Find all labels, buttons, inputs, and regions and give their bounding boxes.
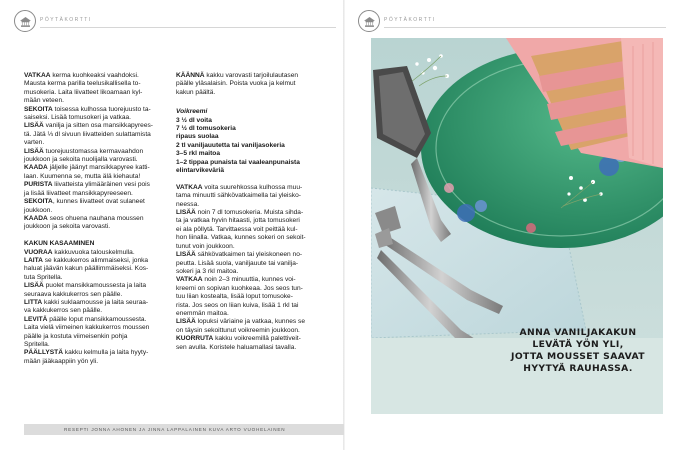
text-line bbox=[24, 265, 168, 273]
caption-line-2: LEVÄTÄ YÖN YLI, bbox=[532, 339, 624, 350]
step-text: päälle loput mansikkamoussesta. bbox=[47, 315, 147, 323]
header-rule bbox=[40, 27, 336, 28]
magazine-logo-icon bbox=[358, 10, 380, 32]
text-line bbox=[24, 299, 168, 307]
flip-instructions bbox=[176, 72, 336, 97]
text-line bbox=[24, 164, 168, 172]
text-line bbox=[24, 139, 168, 147]
text-line bbox=[176, 285, 336, 293]
text-line bbox=[24, 156, 168, 164]
text-line bbox=[24, 324, 168, 332]
text-line bbox=[24, 173, 168, 181]
step-text: hon liinalla. Vatkaa, kunnes sokeri on sekoit- bbox=[176, 234, 306, 242]
caption-line-4: HYYTYÄ RAUHASSA. bbox=[523, 363, 633, 374]
step-text: kakun päältä. bbox=[176, 88, 216, 96]
step-keyword: LISÄÄ bbox=[176, 251, 196, 259]
step-text: kakki suklaamousse ja laita seuraa- bbox=[42, 298, 149, 306]
step-text: vanilja ja sitten osa mansikkapyrees- bbox=[43, 122, 153, 130]
text-line bbox=[176, 217, 336, 225]
text-line bbox=[24, 358, 168, 366]
step-text: mään jääkaappiin yön yli. bbox=[24, 357, 99, 365]
photo-credits: RESEPTI JONNA AHONEN JA JINNA LAPPALAINEN KUVA ARTO VUOHELAINEN bbox=[24, 424, 344, 435]
step-keyword: LEVITÄ bbox=[24, 315, 48, 323]
step-text: seuraava kakkukerros sen päälle. bbox=[24, 290, 123, 298]
text-line bbox=[176, 335, 336, 343]
ingredient-list bbox=[176, 117, 336, 176]
text-line bbox=[24, 80, 168, 88]
step-keyword: VUORAA bbox=[24, 248, 53, 256]
recipe-column-left bbox=[24, 72, 168, 366]
step-text: varten. bbox=[24, 139, 45, 147]
step-keyword: LITTA bbox=[24, 298, 43, 306]
step-text: sähkövatkaimen tai yleiskoneen no- bbox=[195, 251, 303, 259]
text-line bbox=[176, 251, 336, 259]
text-line bbox=[24, 257, 168, 265]
step-text: kakku varovasti tarjoilulautasen bbox=[204, 72, 299, 79]
step-text: laan. Kuumenna se, mutta älä kiehauta! bbox=[24, 172, 141, 180]
text-line bbox=[176, 72, 336, 80]
text-line bbox=[176, 268, 336, 276]
text-line bbox=[24, 131, 168, 139]
recipe-column-middle bbox=[176, 72, 336, 352]
section-label: PÖYTÄKORTTI bbox=[40, 17, 92, 23]
text-line bbox=[176, 318, 336, 326]
step-keyword: KAADA bbox=[24, 164, 48, 172]
step-keyword: LISÄÄ bbox=[24, 282, 44, 290]
text-line bbox=[176, 344, 336, 352]
text-line bbox=[24, 122, 168, 130]
step-text: kerma kuohkeaksi vaahdoksi. bbox=[50, 72, 139, 79]
step-text: toisessa kulhossa tuorejuusto ta- bbox=[52, 105, 151, 113]
text-line bbox=[24, 291, 168, 299]
text-line bbox=[176, 209, 336, 217]
ingredient-item: ripaus suolaa bbox=[176, 133, 219, 141]
ingredient-item: 7 ½ dl tomusokeria bbox=[176, 125, 236, 133]
text-line bbox=[176, 243, 336, 251]
step-text: Spritella. bbox=[24, 340, 50, 348]
ingredient-item: 3 ½ dl voita bbox=[176, 116, 212, 124]
step-text: mään veteen. bbox=[24, 97, 64, 105]
text-line bbox=[24, 349, 168, 357]
text-line bbox=[24, 190, 168, 198]
mousse-instructions bbox=[24, 72, 168, 232]
text-line bbox=[24, 72, 168, 80]
ingredient-item: 1–2 tippaa punaista tai vaaleanpunaista bbox=[176, 158, 300, 166]
step-text: , kunnes liivatteet ovat sulaneet bbox=[52, 198, 145, 206]
caption-line-1: ANNA VANILJAKAKUN bbox=[519, 327, 637, 338]
frosting-instructions bbox=[176, 184, 336, 352]
step-text: kakku voikreemillä palettiveit- bbox=[213, 335, 301, 343]
text-line bbox=[24, 198, 168, 206]
step-keyword: VATKAA bbox=[176, 276, 203, 284]
step-text: se kakkukerros alimmaiseksi, jonka bbox=[42, 256, 149, 264]
text-line bbox=[24, 97, 168, 105]
text-line bbox=[176, 226, 336, 234]
text-line bbox=[24, 282, 168, 290]
step-text: kakkuvuoka talouskelmulla. bbox=[52, 248, 135, 256]
step-text: kreemi on sopivan kuohkeaa. Jos seos tun- bbox=[176, 284, 303, 292]
step-text: Mausta kerma parilla teelusikallisella to- bbox=[24, 80, 141, 88]
step-keyword: SEKOITA bbox=[24, 105, 53, 113]
text-line bbox=[176, 260, 336, 268]
photo-caption bbox=[498, 327, 658, 375]
text-line bbox=[24, 333, 168, 341]
step-keyword: VATKAA bbox=[24, 72, 51, 79]
text-line bbox=[24, 207, 168, 215]
text-line bbox=[24, 249, 168, 257]
step-keyword: KUORRUTA bbox=[176, 335, 214, 343]
section-heading: KAKUN KASAAMINEN bbox=[24, 240, 95, 248]
step-text: tama minuutti sähkövatkaimella tai yleisko- bbox=[176, 192, 301, 200]
step-text: noin 7 dl tomusokeria. Muista sihda- bbox=[195, 209, 304, 217]
text-line bbox=[176, 327, 336, 335]
step-text: kakku kelmulla ja laita hyyty- bbox=[62, 349, 149, 357]
assembly-instructions bbox=[24, 249, 168, 367]
step-text: saiseksi. Lisää tomusokeri ja vatkaa. bbox=[24, 114, 132, 122]
step-text: voita suurehkossa kulhossa muu- bbox=[202, 183, 303, 191]
step-text: peutta. Lisää suola, vaniljauute tai vanilja- bbox=[176, 259, 299, 267]
ingredient-item: 2 tl vaniljauutetta tai vaniljasokeria bbox=[176, 141, 285, 149]
step-text: noin 2–3 minuuttia, kunnes voi- bbox=[202, 276, 296, 284]
step-text: joukkoon ja sekoita nuolijalla varovasti. bbox=[24, 156, 138, 164]
step-text: lopuksi väriaine ja vatkaa, kunnes se bbox=[195, 318, 306, 326]
step-text: sokeri ja 3 rkl maitoa. bbox=[176, 267, 239, 275]
step-keyword: PURISTA bbox=[24, 181, 53, 189]
step-text: ja lisää liivatteet mansikkapyreeseen. bbox=[24, 189, 133, 197]
step-keyword: KÄÄNNÄ bbox=[176, 72, 205, 79]
step-text: liivatteista ylimääräinen vesi pois bbox=[52, 181, 150, 189]
text-line bbox=[24, 106, 168, 114]
step-text: va kakkukerros sen päälle. bbox=[24, 307, 103, 315]
step-text: tuta Spritella. bbox=[24, 273, 63, 281]
step-text: neessa. bbox=[176, 200, 200, 208]
step-text: rista. Jos seos on liian kuiva, lisää 1 rkl tai bbox=[176, 301, 299, 309]
magazine-logo-icon bbox=[14, 10, 36, 32]
text-line bbox=[24, 215, 168, 223]
step-text: ei ala pöllytä. Tarvittaessa voit peittää kul- bbox=[176, 225, 298, 233]
step-text: tä. Jätä ⅓ dl sivuun liivatteiden sulattamista bbox=[24, 130, 151, 138]
step-keyword: LISÄÄ bbox=[176, 209, 196, 217]
section-label-right: PÖYTÄKORTTI bbox=[384, 17, 436, 23]
step-text: haluat jäävän kakun päällimmäiseksi. Kos- bbox=[24, 265, 149, 273]
step-text: joukkoon. bbox=[24, 206, 53, 214]
text-line bbox=[176, 302, 336, 310]
step-keyword: KAADA bbox=[24, 214, 48, 222]
step-text: joukkoon ja sekoita varovasti. bbox=[24, 223, 111, 231]
caption-line-3: JOTTA MOUSSET SAAVAT bbox=[511, 351, 645, 362]
text-line bbox=[24, 316, 168, 324]
step-keyword: LISÄÄ bbox=[24, 122, 44, 130]
step-keyword: VATKAA bbox=[176, 183, 203, 191]
text-line bbox=[176, 293, 336, 301]
text-line bbox=[176, 276, 336, 284]
page-gutter bbox=[343, 0, 345, 450]
step-text: puolet mansikkamoussesta ja laita bbox=[43, 282, 147, 290]
text-line bbox=[24, 307, 168, 315]
step-text: sen avulla. Koristele haluamallasi tavalla. bbox=[176, 343, 297, 351]
ingredient-item: 3–5 rkl maitoa bbox=[176, 150, 220, 158]
step-keyword: PÄÄLLYSTÄ bbox=[24, 349, 63, 357]
step-keyword: LISÄÄ bbox=[24, 147, 44, 155]
text-line bbox=[24, 89, 168, 97]
ingredient-item: elintarvikeväriä bbox=[176, 167, 225, 175]
step-text: jäljelle jäänyt mansikkapyree katti- bbox=[47, 164, 150, 172]
text-line bbox=[176, 89, 336, 97]
frosting-subheading: Voikreemi bbox=[176, 108, 208, 116]
step-text: päälle yläsalaisin. Poista vuoka ja kelmut bbox=[176, 80, 296, 88]
text-line bbox=[176, 184, 336, 192]
step-text: musokeria. Laita liivatteet likoamaan kyl- bbox=[24, 88, 143, 96]
step-text: enemmän maitoa. bbox=[176, 309, 229, 317]
text-line bbox=[176, 80, 336, 88]
step-keyword: LISÄÄ bbox=[176, 318, 196, 326]
text-line bbox=[176, 201, 336, 209]
text-line bbox=[176, 234, 336, 242]
text-line bbox=[176, 192, 336, 200]
step-text: päälle ja kostuta viimeisenkin pohja bbox=[24, 332, 128, 340]
step-text: seos ohuena nauhana moussen bbox=[47, 214, 144, 222]
step-text: tuorejuustomassa kermavaahdon bbox=[43, 147, 144, 155]
header-rule-right bbox=[384, 27, 666, 28]
step-keyword: LAITA bbox=[24, 256, 43, 264]
text-line bbox=[24, 223, 168, 231]
step-text: tuu liian kostealta, lisää loput tomusoke- bbox=[176, 293, 293, 301]
text-line bbox=[24, 148, 168, 156]
text-line bbox=[24, 274, 168, 282]
text-line bbox=[24, 181, 168, 189]
step-keyword: SEKOITA bbox=[24, 198, 53, 206]
step-text: on täysin sekoittunut voikreemin joukkoon. bbox=[176, 326, 300, 334]
step-text: Laita vielä viimeinen kakkukerros moussen bbox=[24, 324, 150, 332]
step-text: ta ja vatkaa hyvin hitaasti, jotta tomusokeri bbox=[176, 217, 300, 225]
step-text: tunut voin joukkoon. bbox=[176, 242, 235, 250]
